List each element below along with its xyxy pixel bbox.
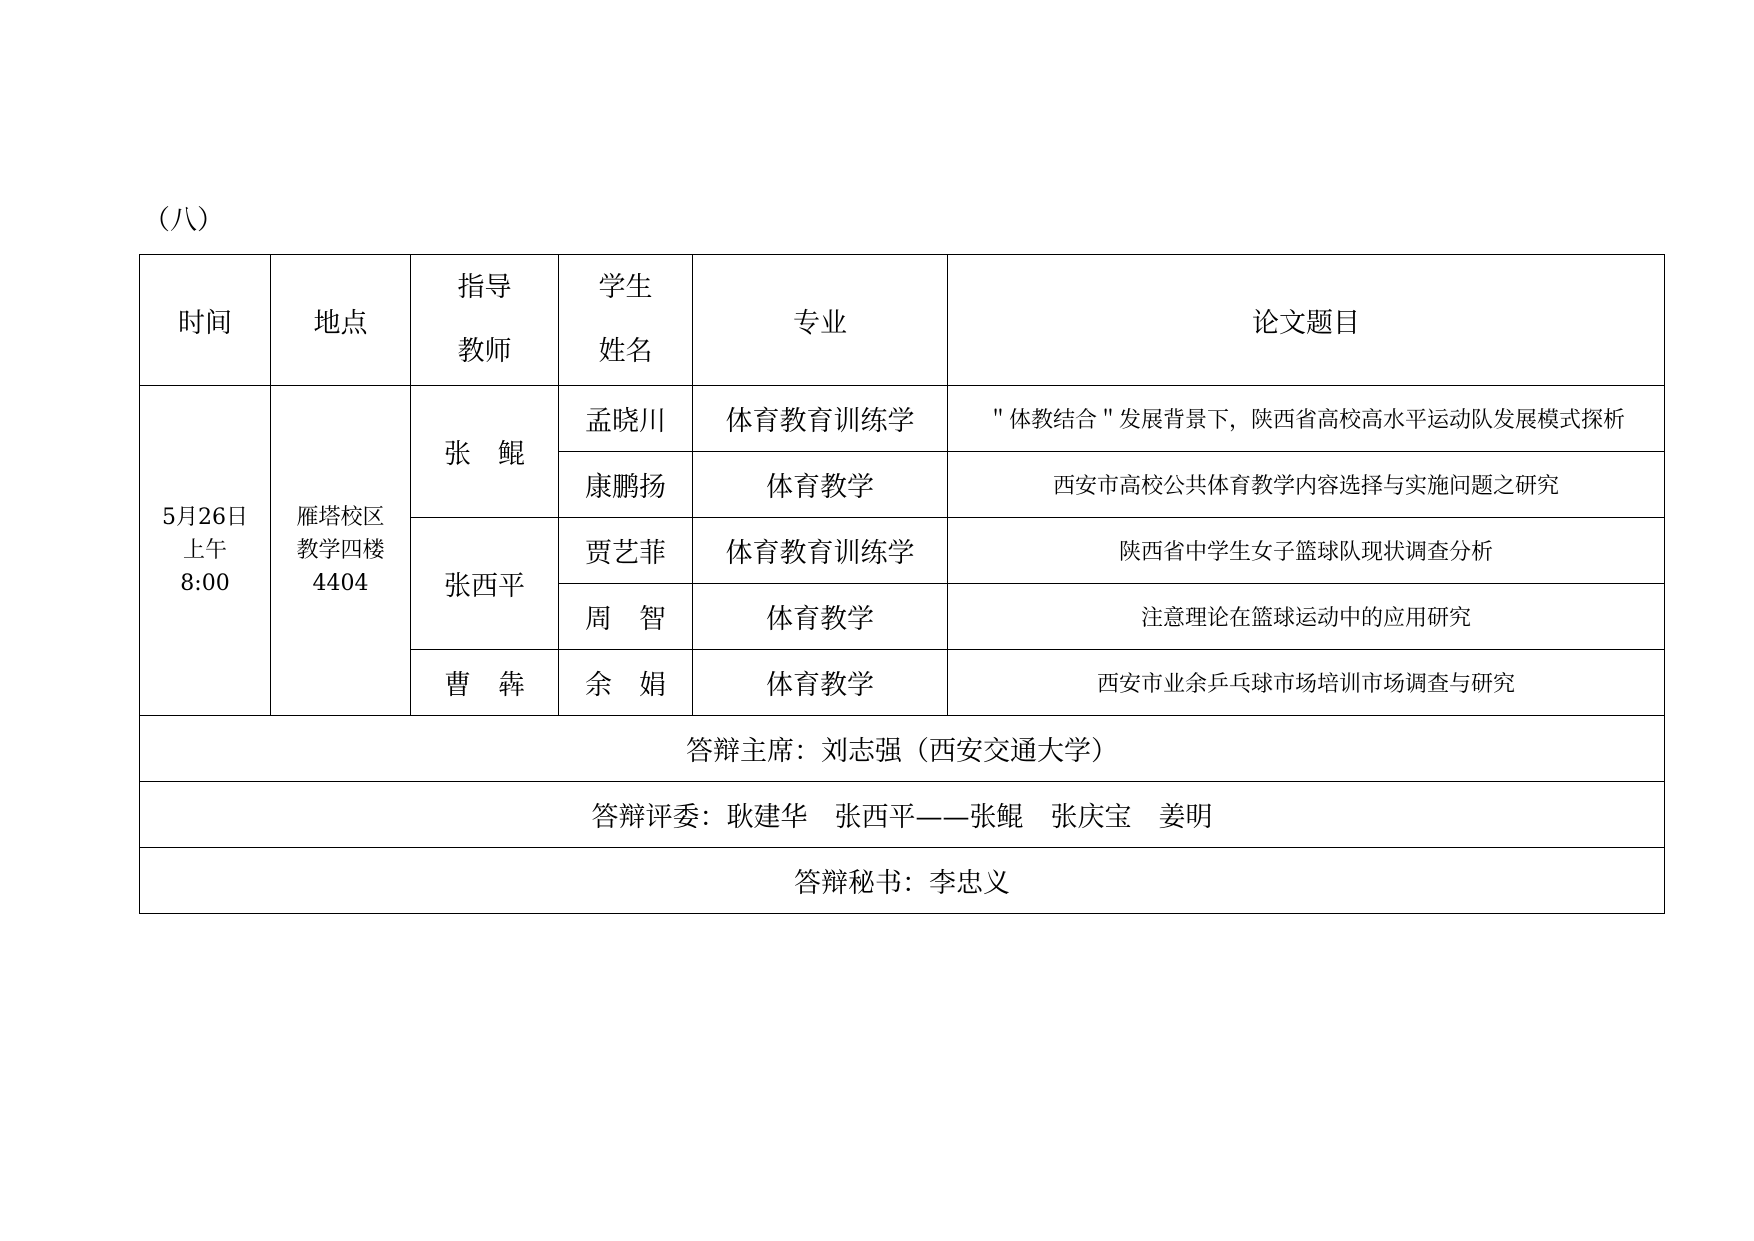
header-major: 专业: [693, 255, 948, 386]
student-major: 体育教学: [693, 650, 948, 716]
advisor-cell: 张西平: [411, 518, 559, 650]
header-advisor: [411, 255, 559, 386]
student-name: 康鹏扬: [559, 452, 693, 518]
thesis-title: 西安市业余乒乓球市场培训市场调查与研究: [948, 650, 1665, 716]
defense-committee: 答辩评委：耿建华 张西平——张鲲 张庆宝 姜明: [140, 782, 1665, 848]
defense-schedule-table: [139, 254, 1665, 914]
footer-row-committee: [140, 782, 1665, 848]
student-major: 体育教学: [693, 452, 948, 518]
defense-secretary: 答辩秘书：李忠义: [140, 848, 1665, 914]
location-building: 教学四楼: [296, 538, 385, 563]
student-major: 体育教育训练学: [693, 518, 948, 584]
footer-row-secretary: [140, 848, 1665, 914]
footer-row-chair: [140, 716, 1665, 782]
session-location: [271, 386, 411, 716]
location-campus: 雁塔校区: [296, 505, 385, 530]
defense-chair: 答辩主席：刘志强（西安交通大学）: [140, 716, 1665, 782]
session-time: [140, 386, 271, 716]
session-clock: 8:00: [180, 571, 230, 596]
header-advisor-line1: 指导: [457, 272, 512, 303]
thesis-title: ＂体教结合＂发展背景下，陕西省高校高水平运动队发展模式探析: [948, 386, 1665, 452]
header-time: 时间: [140, 255, 271, 386]
student-major: 体育教育训练学: [693, 386, 948, 452]
student-name: 孟晓川: [559, 386, 693, 452]
header-thesis-title: 论文题目: [948, 255, 1665, 386]
location-room: 4404: [312, 571, 369, 596]
header-student-line2: 姓名: [598, 336, 653, 367]
advisor-cell: 张 鲲: [411, 386, 559, 518]
session-date: 5月26日: [162, 505, 248, 530]
header-student: [559, 255, 693, 386]
student-major: 体育教学: [693, 584, 948, 650]
thesis-title: 陕西省中学生女子篮球队现状调查分析: [948, 518, 1665, 584]
advisor-cell: 曹 犇: [411, 650, 559, 716]
session-period: 上午: [182, 538, 227, 563]
thesis-title: 注意理论在篮球运动中的应用研究: [948, 584, 1665, 650]
student-name: 贾艺菲: [559, 518, 693, 584]
table-header-row: [140, 255, 1665, 386]
table-row: [140, 386, 1665, 452]
student-name: 周 智: [559, 584, 693, 650]
section-label: （八）: [143, 205, 224, 236]
header-advisor-line2: 教师: [457, 336, 512, 367]
thesis-title: 西安市高校公共体育教学内容选择与实施问题之研究: [948, 452, 1665, 518]
header-student-line1: 学生: [598, 272, 653, 303]
student-name: 余 娟: [559, 650, 693, 716]
header-location: 地点: [271, 255, 411, 386]
